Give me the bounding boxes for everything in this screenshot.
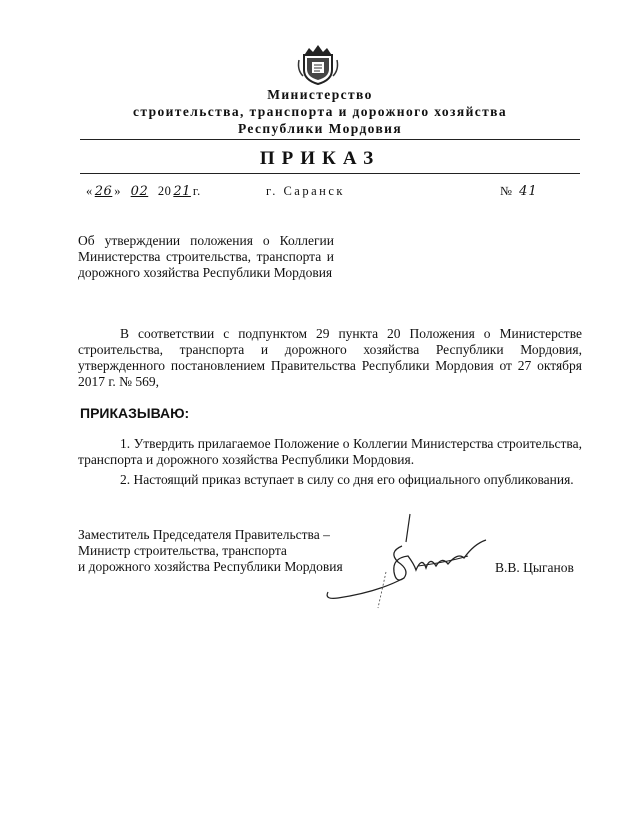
order-number bbox=[500, 183, 540, 200]
date-close-quote: » bbox=[114, 184, 122, 198]
preamble-paragraph: В соответствии с подпунктом 29 пункта 20 Положения о Министерстве строительства, транспорта и дорожного хозяйства Республики Мордовия, утвержденного постановлением Правительства Республики Мордовия от 27 октября 2017 г. № 569, bbox=[78, 326, 582, 389]
order-number-label: № bbox=[500, 184, 513, 198]
order-title: ПРИКАЗ bbox=[259, 148, 381, 169]
header-divider-bottom bbox=[80, 173, 580, 174]
date-day: 26 bbox=[94, 184, 113, 199]
ministry-title-line3: Республики Мордовия bbox=[237, 121, 403, 136]
date-year-prefix: 20 bbox=[157, 184, 172, 198]
order-number-value: 41 bbox=[519, 184, 538, 199]
signatory-title-line1: Заместитель Председателя Правительства – bbox=[78, 527, 330, 542]
ministry-title-line1: Министерство bbox=[267, 87, 373, 102]
signatory-title-line2: Министр строительства, транспорта bbox=[78, 543, 287, 558]
order-item-1: 1. Утвердить прилагаемое Положение о Коллегии Министерства строительства, транспорта и дорожного хозяйства Республики Мордовия. bbox=[78, 436, 582, 467]
order-item-2: 2. Настоящий приказ вступает в силу со дня его официального опубликования. bbox=[120, 472, 574, 487]
signatory-name: В.В. Цыганов bbox=[495, 560, 574, 575]
signatory-title bbox=[78, 527, 343, 575]
date-open-quote: « bbox=[86, 184, 93, 198]
order-date bbox=[86, 183, 201, 200]
handwritten-signature-icon bbox=[318, 512, 498, 612]
order-subject: Об утверждении положения о Коллегии Министерства строительства, транспорта и дорожного хозяйства Республики Мордовия bbox=[78, 233, 334, 280]
order-city: г. Саранск bbox=[266, 184, 345, 198]
signatory-title-line3: и дорожного хозяйства Республики Мордовия bbox=[78, 559, 343, 574]
date-year-unit: г. bbox=[192, 184, 201, 198]
order-directive-word: ПРИКАЗЫВАЮ: bbox=[80, 405, 190, 421]
header-divider-top bbox=[80, 139, 580, 140]
date-year-suffix: 21 bbox=[173, 184, 191, 199]
coat-of-arms-emblem-icon bbox=[295, 40, 341, 86]
ministry-title-line2: строительства, транспорта и дорожного хозяйства bbox=[132, 104, 508, 119]
date-month: 02 bbox=[130, 184, 149, 199]
